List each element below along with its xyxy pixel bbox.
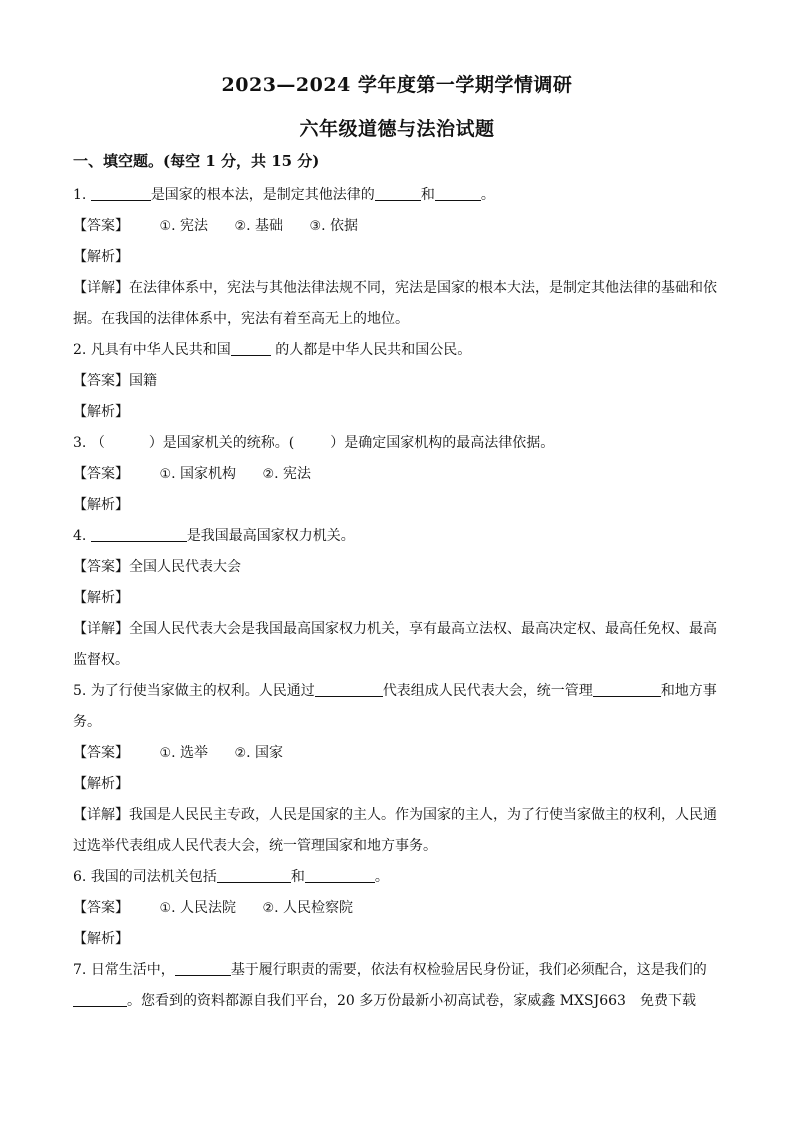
detail-1a bbox=[73, 273, 721, 304]
option-text: . 宪法 bbox=[274, 466, 312, 482]
detail-text: 我国是人民民主专政，人民是国家的主人。作为国家的主人，为了行使当家做主的权利，人民通 bbox=[129, 807, 717, 823]
answer-label: 【答案】 bbox=[73, 900, 129, 916]
detail-label: 【详解】 bbox=[73, 807, 129, 823]
question-5-cont: 务。 bbox=[73, 714, 101, 730]
question-number: 7. bbox=[73, 962, 87, 978]
answer-label: 【答案】 bbox=[73, 559, 129, 575]
detail-1b: 据。在我国的法律体系中，宪法有着至高无上的地位。 bbox=[73, 311, 409, 327]
answer-label: 【答案】 bbox=[73, 466, 129, 482]
question-text: 和 bbox=[420, 187, 435, 203]
answer-text: 国籍 bbox=[129, 373, 157, 389]
option-text: . 国家机构 bbox=[171, 466, 237, 482]
question-4 bbox=[73, 521, 721, 552]
detail-text: 全国人民代表大会是我国最高国家权力机关，享有最高立法权、最高决定权、最高任免权、最高 bbox=[129, 621, 717, 637]
analysis-6: 【解析】 bbox=[73, 931, 129, 947]
question-text: ）是确定国家机构的最高法律依据。 bbox=[330, 435, 555, 451]
answer-3 bbox=[73, 459, 721, 490]
exam-title: 2023—2024 学年度第一学期学情调研 bbox=[221, 74, 573, 96]
question-number: 6. bbox=[73, 869, 87, 885]
option-mark: ② bbox=[262, 901, 275, 916]
blank bbox=[593, 678, 661, 697]
answer-label: 【答案】 bbox=[73, 745, 129, 761]
analysis-5: 【解析】 bbox=[73, 776, 129, 792]
analysis-2: 【解析】 bbox=[73, 404, 129, 420]
question-number: 5. bbox=[73, 683, 87, 699]
question-text: 。您看到的资料都源自我们平台，20 多万份最新小初高试卷，家威鑫 MXSJ663 免费下载 bbox=[127, 993, 696, 1009]
question-text: 为了行使当家做主的权利。人民通过 bbox=[90, 683, 315, 699]
question-7 bbox=[73, 955, 721, 986]
detail-5b: 过选举代表组成人民代表大会，统一管理国家和地方事务。 bbox=[73, 838, 437, 854]
blank bbox=[315, 678, 383, 697]
option-text: . 选举 bbox=[171, 745, 209, 761]
blank bbox=[305, 864, 375, 883]
option-mark: ② bbox=[262, 467, 275, 482]
question-text: 日常生活中， bbox=[90, 962, 175, 978]
question-text: 我国的司法机关包括 bbox=[90, 869, 217, 885]
question-number: 1. bbox=[73, 187, 87, 203]
analysis-1: 【解析】 bbox=[73, 249, 129, 265]
answer-label: 【答案】 bbox=[73, 373, 129, 389]
analysis-3: 【解析】 bbox=[73, 497, 129, 513]
blank bbox=[217, 864, 291, 883]
answer-6 bbox=[73, 893, 721, 924]
question-text: 。 bbox=[480, 187, 495, 203]
question-text: 和地方事 bbox=[660, 683, 717, 699]
option-mark: ② bbox=[234, 219, 247, 234]
section-heading: 一、填空题。(每空 1 分，共 15 分) bbox=[73, 152, 320, 170]
blank bbox=[91, 182, 151, 201]
question-5 bbox=[73, 676, 721, 707]
question-text: 。 bbox=[374, 869, 389, 885]
question-text: 凡具有中华人民共和国 bbox=[90, 342, 231, 358]
answer-5 bbox=[73, 738, 721, 769]
question-number: 2. bbox=[73, 342, 87, 358]
question-text: 基于履行职责的需要，依法有权检验居民身份证，我们必须配合，这是我们的 bbox=[230, 962, 707, 978]
question-6 bbox=[73, 862, 721, 893]
question-2 bbox=[73, 335, 721, 366]
answer-4 bbox=[73, 552, 721, 583]
answer-label: 【答案】 bbox=[73, 218, 129, 234]
option-mark: ① bbox=[159, 746, 172, 761]
option-mark: ② bbox=[234, 746, 247, 761]
analysis-4: 【解析】 bbox=[73, 590, 129, 606]
detail-text: 在法律体系中，宪法与其他法律法规不同，宪法是国家的根本大法，是制定其他法律的基础和依 bbox=[129, 280, 717, 296]
blank bbox=[175, 957, 231, 976]
option-text: . 宪法 bbox=[171, 218, 209, 234]
question-7-cont bbox=[73, 986, 721, 1017]
question-1 bbox=[73, 180, 721, 211]
option-text: . 基础 bbox=[246, 218, 284, 234]
questions-content bbox=[73, 180, 721, 1017]
detail-label: 【详解】 bbox=[73, 621, 129, 637]
option-mark: ① bbox=[159, 467, 172, 482]
question-3 bbox=[73, 428, 721, 459]
option-text: . 依据 bbox=[321, 218, 359, 234]
blank bbox=[375, 182, 421, 201]
exam-subtitle: 六年级道德与法治试题 bbox=[299, 118, 495, 140]
blank bbox=[73, 988, 127, 1007]
answer-2 bbox=[73, 366, 721, 397]
question-text: 是国家的根本法，是制定其他法律的 bbox=[150, 187, 375, 203]
question-text: （ bbox=[90, 435, 105, 451]
detail-label: 【详解】 bbox=[73, 280, 129, 296]
detail-4a bbox=[73, 614, 721, 645]
option-text: . 人民法院 bbox=[171, 900, 237, 916]
detail-4b: 监督权。 bbox=[73, 652, 129, 668]
answer-text: 全国人民代表大会 bbox=[129, 559, 241, 575]
answer-1 bbox=[73, 211, 721, 242]
question-number: 3. bbox=[73, 435, 87, 451]
question-text: ）是国家机关的统称。( bbox=[148, 435, 295, 451]
option-text: . 国家 bbox=[246, 745, 284, 761]
option-mark: ① bbox=[159, 219, 172, 234]
question-text: 的人都是中华人民共和国公民。 bbox=[270, 342, 472, 358]
option-text: . 人民检察院 bbox=[274, 900, 354, 916]
option-mark: ③ bbox=[309, 219, 322, 234]
question-text: 和 bbox=[290, 869, 305, 885]
detail-5a bbox=[73, 800, 721, 831]
question-text: 是我国最高国家权力机关。 bbox=[186, 528, 355, 544]
question-number: 4. bbox=[73, 528, 87, 544]
question-text: 代表组成人民代表大会，统一管理 bbox=[382, 683, 593, 699]
blank bbox=[231, 337, 271, 356]
blank bbox=[91, 523, 187, 542]
option-mark: ① bbox=[159, 901, 172, 916]
blank bbox=[435, 182, 481, 201]
